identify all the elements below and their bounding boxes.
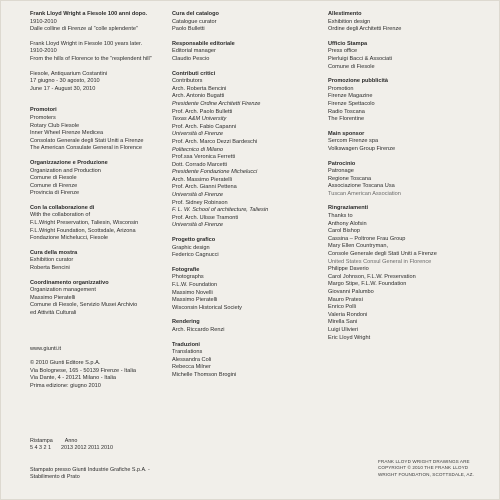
exhibition-venue: Fiesole, Antiquarium Costantini <box>30 70 108 77</box>
section-line: Massimo Pieratelli <box>172 297 218 304</box>
exhibition-title-it: Frank Lloyd Wright a Fiesole 100 anni dopo. <box>30 11 148 17</box>
colophon-column-right <box>328 11 478 342</box>
section-heading: Rendering <box>172 319 200 326</box>
section-responsabile <box>172 41 312 64</box>
section-line: Arch. Riccardo Renzi <box>172 326 225 333</box>
section-heading: Contributi critici <box>172 70 216 77</box>
text-line: WRIGHT FOUNDATION, SCOTTSDALE, AZ. <box>378 471 474 477</box>
section-line: Consolato Generale degli Stati Uniti a Firenze <box>30 137 144 144</box>
section-line: Thanks to <box>328 213 353 220</box>
section-rendering <box>172 319 312 334</box>
section-line: Exhibition curator <box>30 257 74 264</box>
section-line: The Florentine <box>328 116 365 123</box>
section-line: Promoters <box>30 114 56 121</box>
exhibition-subtitle-en: From the hills of Florence to the “resplendent hill” <box>30 55 152 62</box>
section-line: Carol Johnson, F.L.W. Preservation <box>328 273 416 280</box>
section-line: Arch. Massimo Pieratelli <box>172 176 232 183</box>
section-line: Dott. Corrado Marcetti <box>172 161 228 168</box>
section-line: F.L.Wright Foundation, Scottsdale, Arizona <box>30 227 136 234</box>
section-ufficio-stampa <box>328 41 478 71</box>
section-line: Catalogue curator <box>172 18 217 25</box>
section-line: Press office <box>328 48 358 55</box>
section-line: Claudio Pescio <box>172 55 210 62</box>
section-line: Associazione Toscana Usa <box>328 183 395 190</box>
section-line: Carol Bishop <box>328 228 361 235</box>
section-line: Photographs <box>172 274 204 281</box>
text-line: Prima edizione: giugno 2010 <box>30 382 101 389</box>
section-line: Prof. Arch. Fabio Capanni <box>172 123 237 130</box>
section-coordinamento <box>30 280 155 318</box>
section-line: Università di Firenze <box>172 192 223 199</box>
publisher-website: www.giunti.it <box>30 345 62 352</box>
section-heading: Main sponsor <box>328 130 365 137</box>
section-allestimento <box>328 11 478 34</box>
section-contributi <box>172 71 312 230</box>
section-catalogo <box>172 11 312 34</box>
section-line: Giovanni Palumbo <box>328 289 374 295</box>
section-line: Università di Firenze <box>172 131 223 138</box>
section-line: Regione Toscana <box>328 175 372 182</box>
section-grafico <box>172 237 312 260</box>
section-line: Prof. Arch. Gianni Pettena <box>172 184 237 191</box>
section-line: Pierluigi Bacci & Associati <box>328 55 393 62</box>
section-ringraziamenti <box>328 205 478 342</box>
section-line: Rotary Club Fiesole <box>30 122 80 129</box>
section-line: Wisconsin Historical Society <box>172 304 242 311</box>
section-line: F.L.W. Foundation <box>172 282 218 288</box>
section-line: Margo Stipe, F.L.W. Foundation <box>328 281 407 288</box>
printer-info <box>30 467 180 481</box>
colophon-column-middle <box>172 11 312 380</box>
section-promotori <box>30 107 155 153</box>
section-line: Philippe Daverio <box>328 266 369 273</box>
section-line: Sercom Firenze spa <box>328 138 379 145</box>
section-line: Mary Ellen Countryman, <box>328 243 388 250</box>
section-line: Università di Firenze <box>172 222 223 229</box>
section-line: Translations <box>172 349 203 356</box>
copyright-block <box>30 360 155 390</box>
anno-numbers: 2013 2012 2011 2010 <box>60 445 114 452</box>
text-line: FRANK LLOYD WRIGHT DRAWINGS ARE <box>378 459 470 464</box>
section-line: United States Consul General in Florence <box>328 258 432 265</box>
section-line: Texas A&M University <box>172 116 227 123</box>
ristampa-label: Ristampa <box>30 438 53 444</box>
section-line: The American Consulate General in Florence <box>30 145 142 152</box>
section-patrocinio <box>328 161 478 199</box>
section-line: Michelle Thomson Brogini <box>172 371 237 378</box>
section-line: Comune di Firenze <box>30 182 78 189</box>
ristampa-numbers: 5 4 3 2 1 <box>30 445 51 452</box>
section-line: Prof. Arch. Ulisse Tramonti <box>172 214 239 221</box>
section-line: Volkswagen Group Firenze <box>328 145 396 152</box>
section-heading: Progetto grafico <box>172 237 216 244</box>
section-heading: Traduzioni <box>172 341 200 348</box>
text-line: Via Bolognese, 165 - 50139 Firenze - Italia <box>30 367 136 374</box>
section-line: Provincia di Firenze <box>30 190 80 197</box>
section-line: Presidente Ordine Architetti Firenze <box>172 100 261 107</box>
section-organizzazione <box>30 160 155 198</box>
section-line: Exhibition design <box>328 18 371 25</box>
section-line: Ordine degli Architetti Firenze <box>328 26 402 33</box>
copyright-credit <box>378 459 488 478</box>
section-line: Console Generale degli Stati Uniti a Firenze <box>328 251 437 258</box>
section-line: Arch. Antonio Bugatti <box>172 93 225 100</box>
section-line: Organization management <box>30 287 96 294</box>
section-heading: Responsabile editoriale <box>172 40 235 47</box>
section-line: Comune di Fiesole, Servizio Musei Archivio <box>30 302 138 309</box>
section-heading: Promotori <box>30 107 57 114</box>
section-collaborazione <box>30 205 155 243</box>
section-line: Cassina – Poltrone Frau Group <box>328 235 406 242</box>
section-line: Presidente Fondazione Michelucci <box>172 169 258 176</box>
section-heading: Organizzazione e Produzione <box>30 159 108 166</box>
section-traduzioni <box>172 342 312 380</box>
section-line: Organization and Production <box>30 167 101 174</box>
section-heading: Coordinamento organizzativo <box>30 279 109 286</box>
text-line: © 2010 Giunti Editore S.p.A. <box>30 360 101 367</box>
section-line: Prof. Arch. Paolo Bulletti <box>172 108 233 115</box>
imprint-block <box>30 438 160 452</box>
section-line: Prof. Sidney Robinson <box>172 199 228 206</box>
section-line: Contributors <box>172 78 203 85</box>
section-line: Graphic design <box>172 244 210 251</box>
section-line: Inner Wheel Firenze Medicea <box>30 130 104 137</box>
section-line: Comune di Fiesole <box>30 175 77 182</box>
section-line: Prof. Arch. Marco Dezzi Bardeschi <box>172 138 258 145</box>
section-line: Comune di Fiesole <box>328 63 375 70</box>
section-cura-mostra <box>30 250 155 273</box>
section-line: Paolo Bulletti <box>172 26 205 33</box>
section-line: Firenze Magazine <box>328 93 373 100</box>
text-line: Stampato presso Giunti Industrie Grafiche S.p.A. - <box>30 467 150 473</box>
section-line: Radio Toscana <box>328 108 365 115</box>
section-heading: Promozione pubblicità <box>328 78 388 85</box>
section-line: Massimo Pieratelli <box>30 294 76 301</box>
section-line: Patronage <box>328 168 354 175</box>
section-line: Mirella Sani <box>328 319 358 326</box>
section-line: Promotion <box>328 85 354 92</box>
section-heading: Fotografie <box>172 266 200 273</box>
exhibition-subtitle-it: Dalle colline di Firenze al “colle splendente” <box>30 26 138 33</box>
section-promozione <box>328 78 478 124</box>
section-line: Fondazione Michelucci, Fiesole <box>30 235 109 242</box>
text-line: COPYRIGHT © 2010 THE FRANK LLOYD <box>378 465 469 471</box>
section-line: Anthony Alofsin <box>328 220 367 227</box>
section-fotografie <box>172 267 312 313</box>
section-line: Mauro Pratesi <box>328 296 363 303</box>
anno-label: Anno <box>64 438 78 444</box>
section-line: F.L.Wright Preservation, Taliesin, Wisconsin <box>30 220 139 227</box>
section-line: Firenze Spettacolo <box>328 100 375 107</box>
section-heading: Cura del catalogo <box>172 11 219 17</box>
section-line: Alessandra Coli <box>172 356 212 363</box>
section-line: Roberta Bencini <box>30 265 70 272</box>
text-line: Stabilimento di Prato <box>30 474 80 481</box>
exhibition-dates-en: 1910-2010 <box>30 48 57 55</box>
section-line: Federico Cagnucci <box>172 252 219 259</box>
section-line: Massimo Novelli <box>172 289 213 296</box>
section-line: Politecnico di Milano <box>172 146 223 153</box>
exhibition-title-en: Frank Lloyd Wright in Fiesole 100 years later. <box>30 40 143 47</box>
exhibition-period-en: June 17 - August 30, 2010 <box>30 85 96 92</box>
section-heading: Con la collaborazione di <box>30 204 95 211</box>
section-line: F. L. W. School of architecture, Taliesin <box>172 207 269 214</box>
section-heading: Patrocinio <box>328 160 356 167</box>
section-heading: Ufficio Stampa <box>328 40 368 47</box>
section-line: Enrico Polli <box>328 304 356 311</box>
section-heading: Ringraziamenti <box>328 205 369 212</box>
section-heading: Cura della mostra <box>30 249 78 256</box>
section-line: Valeria Rondoni <box>328 311 368 318</box>
section-line: Eric Lloyd Wright <box>328 334 371 341</box>
section-line: Tuscan American Association <box>328 190 401 197</box>
section-line: Editorial manager <box>172 48 216 55</box>
section-line: Arch. Roberta Bencini <box>172 85 227 92</box>
section-line: Rebecca Milner <box>172 364 211 371</box>
section-line: With the collaboration of <box>30 212 91 219</box>
exhibition-period-it: 17 giugno - 30 agosto, 2010 <box>30 78 100 85</box>
section-heading: Allestimento <box>328 11 362 17</box>
text-line: Via Dante, 4 - 20121 Milano - Italia <box>30 375 117 382</box>
section-line: Luigi Ulivieri <box>328 326 359 333</box>
section-line: Prof.ssa Veronica Ferretti <box>172 154 236 161</box>
section-main-sponsor <box>328 131 478 154</box>
colophon-column-left <box>30 11 155 391</box>
exhibition-dates-it: 1910-2010 <box>30 18 57 25</box>
section-line: ed Attività Culturali <box>30 310 77 316</box>
